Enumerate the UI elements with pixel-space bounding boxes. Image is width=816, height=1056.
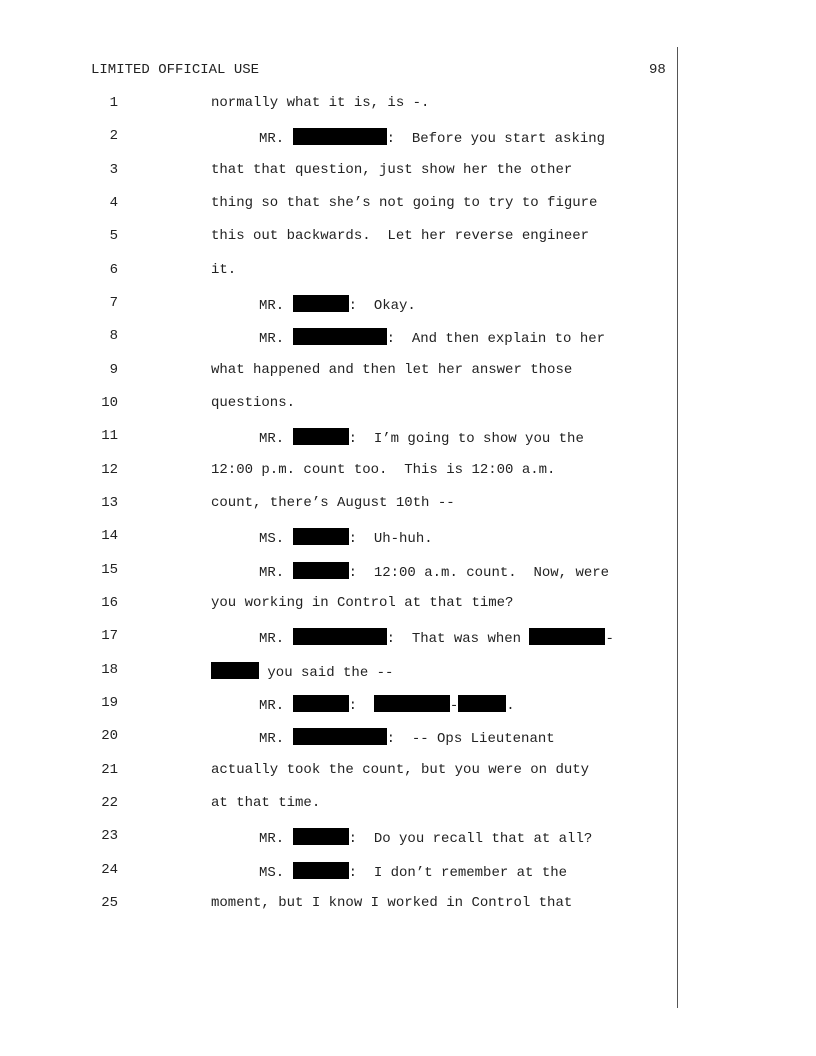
transcript-line: MR. : -- Ops Lieutenant	[259, 728, 555, 747]
redaction-box	[293, 695, 349, 712]
transcript-line: MR. : Do you recall that at all?	[259, 828, 592, 847]
transcript-line: normally what it is, is -.	[211, 95, 430, 111]
speaker-title: MR.	[259, 131, 285, 147]
line-number: 15	[101, 562, 118, 578]
transcript-line: what happened and then let her answer those	[211, 362, 573, 378]
speaker-title: MR.	[259, 431, 285, 447]
speaker-title: MR.	[259, 298, 285, 314]
transcript-line: MR. : And then explain to her	[259, 328, 605, 347]
redaction-box	[293, 728, 387, 745]
transcript-line: actually took the count, but you were on duty	[211, 762, 590, 778]
speaker-title: MR.	[259, 331, 285, 347]
line-number: 9	[109, 362, 118, 378]
line-number: 13	[101, 495, 118, 511]
redaction-box	[293, 328, 387, 345]
redaction-box	[211, 662, 259, 679]
transcript-line: thing so that she’s not going to try to figure	[211, 195, 598, 211]
transcript-line: MR. : Okay.	[259, 295, 416, 314]
transcript-line: moment, but I know I worked in Control that	[211, 895, 573, 911]
redaction-box	[293, 295, 349, 312]
line-number: 1	[109, 95, 118, 111]
transcript-line: questions.	[211, 395, 296, 411]
line-number: 19	[101, 695, 118, 711]
line-number: 11	[101, 428, 118, 444]
line-number: 20	[101, 728, 118, 744]
right-margin-rule	[677, 47, 678, 1008]
line-number: 23	[101, 828, 118, 844]
line-number: 18	[101, 662, 118, 678]
speaker-title: MS.	[259, 531, 285, 547]
speaker-title: MR.	[259, 631, 285, 647]
transcript-line: MR. : I’m going to show you the	[259, 428, 584, 447]
speaker-title: MR.	[259, 565, 285, 581]
transcript-line: 12:00 p.m. count too. This is 12:00 a.m.	[211, 462, 556, 478]
speaker-title: MR.	[259, 731, 285, 747]
line-number: 2	[109, 128, 118, 144]
transcript-line: that that question, just show her the other	[211, 162, 573, 178]
transcript-line: you said the --	[211, 662, 393, 681]
redaction-box	[529, 628, 605, 645]
transcript-line: you working in Control at that time?	[211, 595, 514, 611]
line-number: 12	[101, 462, 118, 478]
line-number: 21	[101, 762, 118, 778]
transcript-line: at that time.	[211, 795, 321, 811]
line-number: 16	[101, 595, 118, 611]
line-number: 7	[109, 295, 118, 311]
redaction-box	[293, 862, 349, 879]
redaction-box	[293, 562, 349, 579]
transcript-line: this out backwards. Let her reverse engineer	[211, 228, 590, 244]
redaction-box	[293, 628, 387, 645]
line-number: 17	[101, 628, 118, 644]
line-number: 10	[101, 395, 118, 411]
redaction-box	[293, 428, 349, 445]
speaker-title: MR.	[259, 698, 285, 714]
speaker-title: MS.	[259, 865, 285, 881]
redaction-box	[293, 828, 349, 845]
line-number: 8	[109, 328, 118, 344]
line-number: 5	[109, 228, 118, 244]
page-number: 98	[649, 62, 666, 78]
line-number: 3	[109, 162, 118, 178]
page-header-classification: LIMITED OFFICIAL USE	[91, 62, 260, 78]
line-number: 4	[109, 195, 118, 211]
redaction-box	[458, 695, 506, 712]
line-number: 22	[101, 795, 118, 811]
redaction-box	[293, 128, 387, 145]
transcript-line: MS. : Uh-huh.	[259, 528, 433, 547]
line-number: 25	[101, 895, 118, 911]
transcript-line: count, there’s August 10th --	[211, 495, 455, 511]
transcript-line: MS. : I don’t remember at the	[259, 862, 567, 881]
line-number: 6	[109, 262, 118, 278]
transcript-line: MR. : 12:00 a.m. count. Now, were	[259, 562, 609, 581]
transcript-line: MR. : - .	[259, 695, 515, 714]
transcript-line: MR. : Before you start asking	[259, 128, 605, 147]
redaction-box	[293, 528, 349, 545]
line-number: 24	[101, 862, 118, 878]
line-number: 14	[101, 528, 118, 544]
redaction-box	[374, 695, 450, 712]
speaker-title: MR.	[259, 831, 285, 847]
transcript-line: MR. : That was when -	[259, 628, 614, 647]
transcript-line: it.	[211, 262, 237, 278]
